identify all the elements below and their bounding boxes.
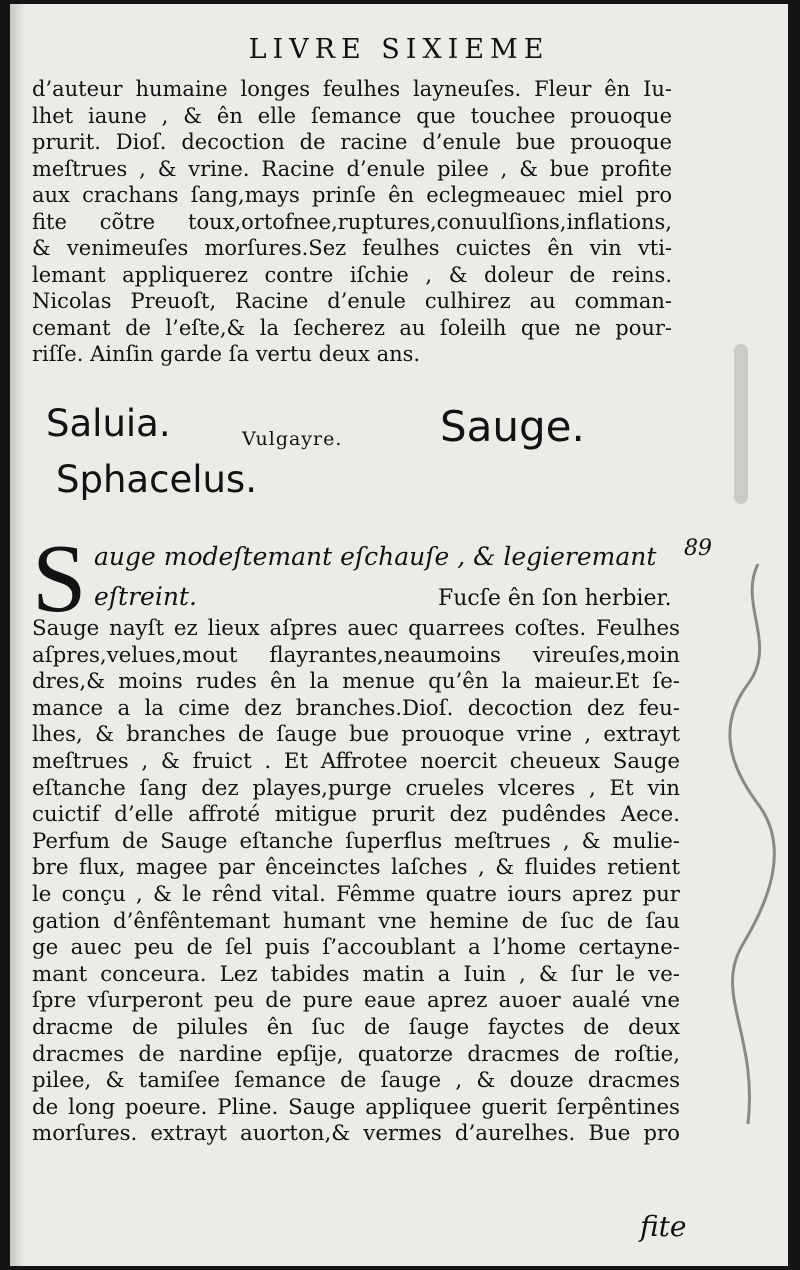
text-line: aux crachans ſang,mays prinſe ên eclegmeauec miel pro <box>32 183 672 207</box>
text-line: mance a la cime dez branches.Dioſ. decoction dez feu- <box>32 695 680 721</box>
text-line: lemant appliquerez contre iſchie , & doleur de reins. <box>32 262 672 287</box>
section-opening-line: auge modeſtemant eſchauſe , & legieremant <box>94 542 657 571</box>
text-line: fite cõtre toux,ortofnee,ruptures,conuulſions,inflations, <box>32 209 672 234</box>
text-line: dracmes de nardine epſije, quatorze dracmes de roſtie, <box>32 1041 680 1067</box>
text-line: & venimeuſes morſures.Sez feulhes cuictes ên vin vti- <box>32 236 672 260</box>
text-line: prurit. Dioſ. decoction de racine d’enule bue prouoque <box>32 130 672 154</box>
drop-cap: S <box>32 525 87 633</box>
text-line: lhes, & branches de ſauge bue prouoque vrine , extrayt <box>32 722 680 748</box>
text-line: de long poeure. Pline. Sauge appliquee guerit ſerpêntines <box>32 1094 680 1120</box>
section-opening-continuation: eſtreint. <box>94 582 197 611</box>
page-number: 89 <box>684 536 712 561</box>
text-line: Sauge nayſt ez lieux aſpres auec quarrees coſtes. Feulhes <box>32 616 680 641</box>
page-spine-shadow <box>10 4 26 1266</box>
text-line: cemant de l’eſte,& la ſecherez au ſoleilh que ne pour- <box>32 315 672 340</box>
text-line: cuictif d’elle affroté mitigue prurit dez pudêndes Aece. <box>32 802 680 828</box>
text-line: aſpres,velues,mout flayrantes,neaumoins vireuſes,moin <box>32 642 680 668</box>
text-line: ſpre vſurperont peu de pure eaue aprez auoer aualé vne <box>32 988 680 1014</box>
text-line: dres,& moins rudes ên la menue qu’ên la maieur.Et ſe- <box>32 669 680 695</box>
text-line: d’auteur humaine longes feulhes layneuſes. Fleur ên Iu- <box>32 77 672 101</box>
text-line: le conçu , & le rênd vital. Fêmme quatre iours aprez pur <box>32 881 680 907</box>
vulgar-label: Vulgayre. <box>242 428 343 450</box>
text-line: lhet iaune , & ên elle ſemance que touchee prouoque <box>32 103 672 128</box>
text-line: dracme de pilules ên ſuc de ſauge fayctes de deux <box>32 1014 680 1040</box>
french-name-sauge: Sauge. <box>440 402 585 451</box>
text-line: meſtrues , & fruict . Et Affrotee noercit cheueux Sauge <box>32 748 680 774</box>
text-line: morſures. extrayt auorton,& vermes d’aurelhes. Bue pro <box>32 1121 680 1147</box>
book-page <box>10 4 788 1266</box>
text-line: gation d’ênfêntemant humant vne hemine de ſuc de ſau <box>32 908 680 934</box>
catchword: fite <box>640 1210 687 1243</box>
text-line: riſſe. Ainſin garde ſa vertu deux ans. <box>32 342 421 366</box>
text-line: ge auec peu de ſel puis ſ’accoublant a l’home certayne- <box>32 935 680 961</box>
source-attribution: Fucſe ên ſon herbier. <box>438 586 672 611</box>
text-line: pilee, & tamiſee ſemance de ſauge , & douze dracmes <box>32 1068 680 1094</box>
latin-name-sphacelus: Sphacelus. <box>56 458 257 501</box>
text-line: meſtrues , & vrine. Racine d’enule pilee , & bue profite <box>32 156 672 181</box>
text-line: mant conceura. Lez tabides matin a Iuin , & ſur le ve- <box>32 961 680 987</box>
section-body <box>32 616 680 1148</box>
top-paragraph <box>32 76 672 368</box>
text-line: bre flux, magee par ênceinctes laſches , & fluides retient <box>32 855 680 881</box>
latin-name-saluia: Saluia. <box>46 402 171 445</box>
ink-bleed-stain <box>734 344 748 504</box>
text-line: eſtanche ſang dez playes,purge crueles vlceres , Et vin <box>32 775 680 801</box>
running-head: LIVRE SIXIEME <box>248 34 550 65</box>
text-line: Nicolas Preuoſt, Racine d’enule culhirez au comman- <box>32 289 672 313</box>
margin-stain-curve <box>718 564 788 1124</box>
text-line: Perfum de Sauge eſtanche ſuperflus meſtrues , & mulie- <box>32 828 680 854</box>
